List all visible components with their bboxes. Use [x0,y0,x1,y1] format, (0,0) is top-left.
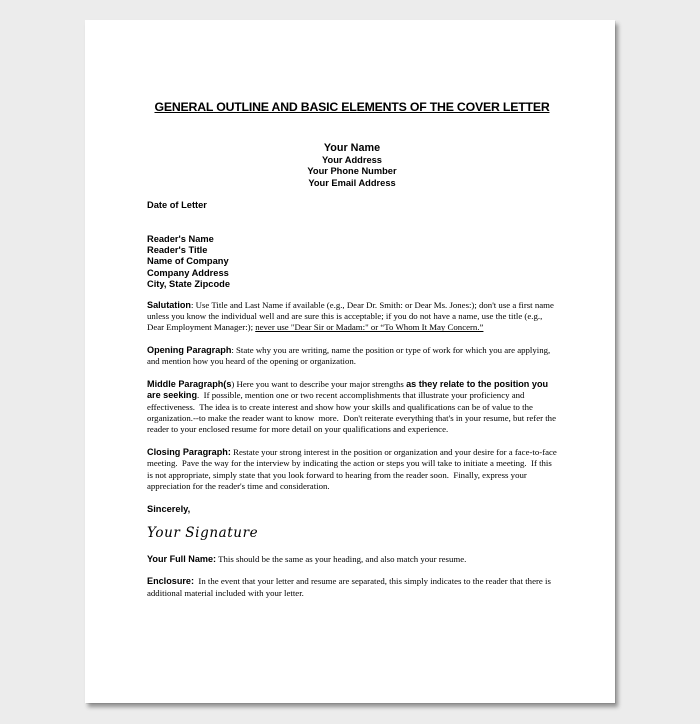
closing-paragraph-label: Closing Paragraph: [147,446,231,457]
enclosure-text: In the event that your letter and resume are separated, this simply indicates to the reader that there is additional material included with your letter. [147,576,554,598]
recipient-city-state-zip: City, State Zipcode [147,279,230,290]
enclosure-line [147,576,557,599]
sender-address: Your Address [322,155,382,165]
full-name-text: This should be the same as your heading, and also match your resume. [216,553,467,564]
middle-paragraph-text-2: . If possible, mention one or two recent accomplishments that illustrate your proficiency and effectiveness. The idea is to create interest and show how your skills and qualifications can be of value to the organization.--to make the reader want to know more. Don't reiterate everything that's in your resume, but refer the reader to your enclosed resume for more detail on your qualifications and experience. [147,390,559,435]
date-line: Date of Letter [147,200,207,211]
opening-paragraph-text: : State why you are writing, name the position or type of work for which you are applying, and mention how you heard of the opening or organization. [147,344,553,367]
enclosure-label: Enclosure: [147,576,194,587]
document-page [85,20,615,703]
closing-paragraph-text: Restate your strong interest in the position or organization and your desire for a face-to-face meeting. Pave the way for the interview by indicating the action or steps you will take to initiate a meeting. If this is not appropriate, simply state that you look forward to hearing from the reader soon. Finally, express your appreciation for the reader's time and consideration. [147,446,560,491]
salutation-label: Salutation [147,299,191,310]
middle-paragraph-bold-phrase: as they relate to the position you are seeking [147,378,551,401]
recipient-name: Reader's Name [147,233,214,244]
sender-block [147,142,557,189]
sender-name: Your Name [323,142,381,154]
salutation-paragraph [147,300,557,334]
signature-script: Your Signature [147,524,259,541]
middle-paragraph-text-1: ) Here you want to describe your major strengths [231,378,407,389]
recipient-title: Reader's Title [147,245,208,256]
opening-paragraph [147,345,557,368]
recipient-address: Company Address [147,267,229,278]
valediction: Sincerely, [147,504,191,515]
sender-phone: Your Phone Number [307,166,397,177]
sender-email: Your Email Address [308,177,396,188]
full-name-label: Your Full Name: [147,553,217,564]
recipient-block [147,234,557,291]
closing-paragraph [147,446,560,493]
full-name-line [147,554,557,565]
document-title: GENERAL OUTLINE AND BASIC ELEMENTS OF THE COVER LETTER [154,100,550,114]
recipient-company: Name of Company [147,256,229,267]
middle-paragraph [147,379,557,436]
salutation-underlined-text: never use "Dear Sir or Madam:" or “To Whom It May Concern.” [255,322,484,333]
opening-paragraph-label: Opening Paragraph [147,344,232,355]
salutation-text: : Use Title and Last Name if available (e.g., Dear Dr. Smith: or Dear Ms. Jones:); don't use a first name unless you know the individual well and are sure this is acceptable; if you do not have a name, use the title (e.g., Dear Employment Manager:); [147,299,557,333]
middle-paragraph-label: Middle Paragraph(s [147,378,232,389]
